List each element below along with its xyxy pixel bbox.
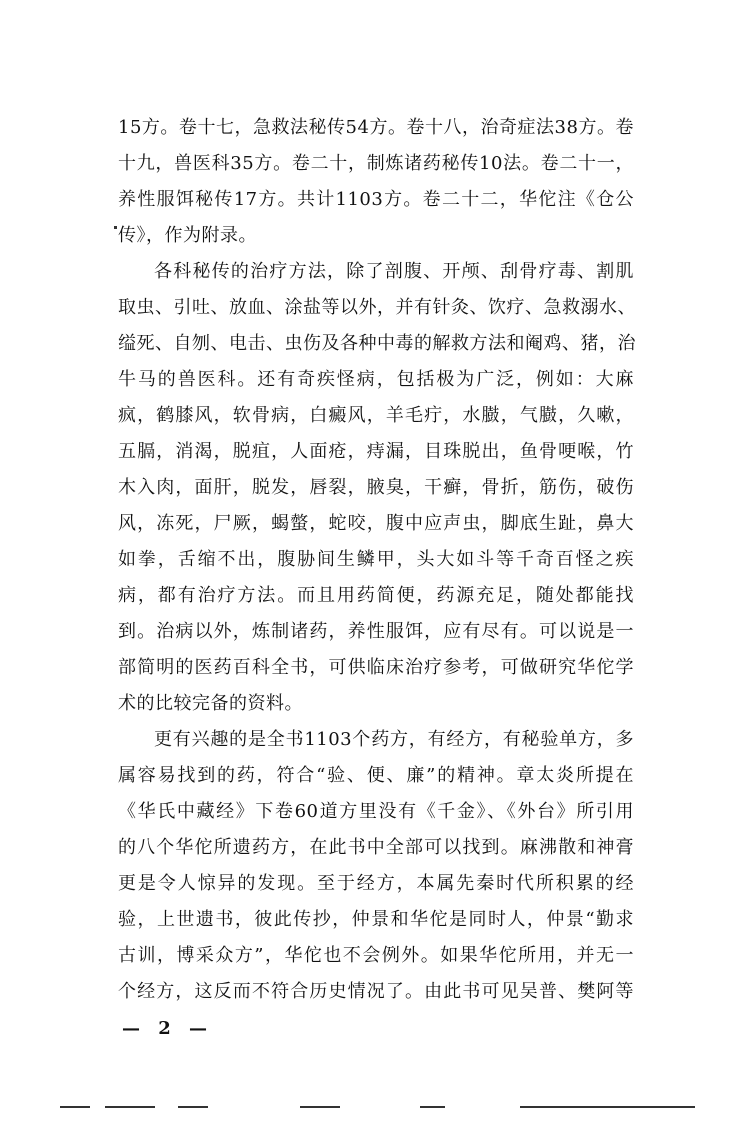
text-line: 古训，博采众方”，华佗也不会例外。如果华佗所用，并无一 xyxy=(118,945,634,966)
text-line: 15方。卷十七，急救法秘传54方。卷十八，治奇症法38方。卷 xyxy=(118,117,634,138)
scan-artifact-line xyxy=(60,1106,90,1108)
text-line: 缢死、自刎、电击、虫伤及各种中毒的解救方法和阉鸡、猪，治 xyxy=(118,333,636,354)
scan-artifact-line xyxy=(520,1106,695,1108)
text-line: 养性服饵秘传17方。共计1103方。卷二十二，华佗注《仓公 xyxy=(118,189,634,210)
text-line: 五膈，消渴，脱疽，人面疮，痔漏，目珠脱出，鱼骨哽喉，竹 xyxy=(118,441,634,462)
scan-speck xyxy=(114,226,117,229)
text-line: 个经方，这反而不符合历史情况了。由此书可见吴普、樊阿等 xyxy=(118,981,634,1002)
text-line: 牛马的兽医科。还有奇疾怪病，包括极为广泛，例如：大麻 xyxy=(118,369,634,390)
text-line: 如拳，舌缩不出，腹胁间生鳞甲，头大如斗等千奇百怪之疾 xyxy=(118,549,634,570)
text-line: 部简明的医药百科全书，可供临床治疗参考，可做研究华佗学 xyxy=(118,657,634,678)
page-number: — 2 — xyxy=(122,1018,214,1039)
text-line: 属容易找到的药，符合“验、便、廉”的精神。章太炎所提在 xyxy=(118,765,634,786)
text-line: 的八个华佗所遗药方，在此书中全部可以找到。麻沸散和神膏 xyxy=(118,837,634,858)
text-line: 取虫、引吐、放血、涂盐等以外，并有针灸、饮疗、急救溺水、 xyxy=(118,297,636,318)
text-line: 传》，作为附录。 xyxy=(118,225,257,246)
text-line: 十九，兽医科35方。卷二十，制炼诸药秘传10法。卷二十一， xyxy=(118,153,634,174)
scan-artifact-line xyxy=(105,1106,155,1108)
text-line: 术的比较完备的资料。 xyxy=(118,693,303,714)
text-line: 更有兴趣的是全书1103个药方，有经方，有秘验单方，多 xyxy=(154,729,634,750)
text-line: 疯，鹤膝风，软骨病，白癜风，羊毛疔，水臌，气臌，久嗽， xyxy=(118,405,634,426)
text-line: 到。治病以外，炼制诸药，养性服饵，应有尽有。可以说是一 xyxy=(118,621,634,642)
text-line: 病，都有治疗方法。而且用药简便，药源充足，随处都能找 xyxy=(118,585,634,606)
text-line: 验，上世遗书，彼此传抄，仲景和华佗是同时人，仲景“勤求 xyxy=(118,909,634,930)
text-line: 《华氏中藏经》下卷60道方里没有《千金》、《外台》所引用 xyxy=(118,801,634,822)
text-line: 木入肉，面肝，脱发，唇裂，腋臭，干癣，骨折，筋伤，破伤 xyxy=(118,477,634,498)
scan-artifact-line xyxy=(178,1106,208,1108)
text-line: 更是令人惊异的发现。至于经方，本属先秦时代所积累的经 xyxy=(118,873,634,894)
text-line: 各科秘传的治疗方法，除了剖腹、开颅、刮骨疗毒、割肌 xyxy=(154,261,634,282)
scan-artifact-line xyxy=(420,1106,445,1108)
scan-artifact-line xyxy=(300,1106,340,1108)
text-line: 风，冻死，尸厥，蝎螫，蛇咬，腹中应声虫，脚底生趾，鼻大 xyxy=(118,513,634,534)
